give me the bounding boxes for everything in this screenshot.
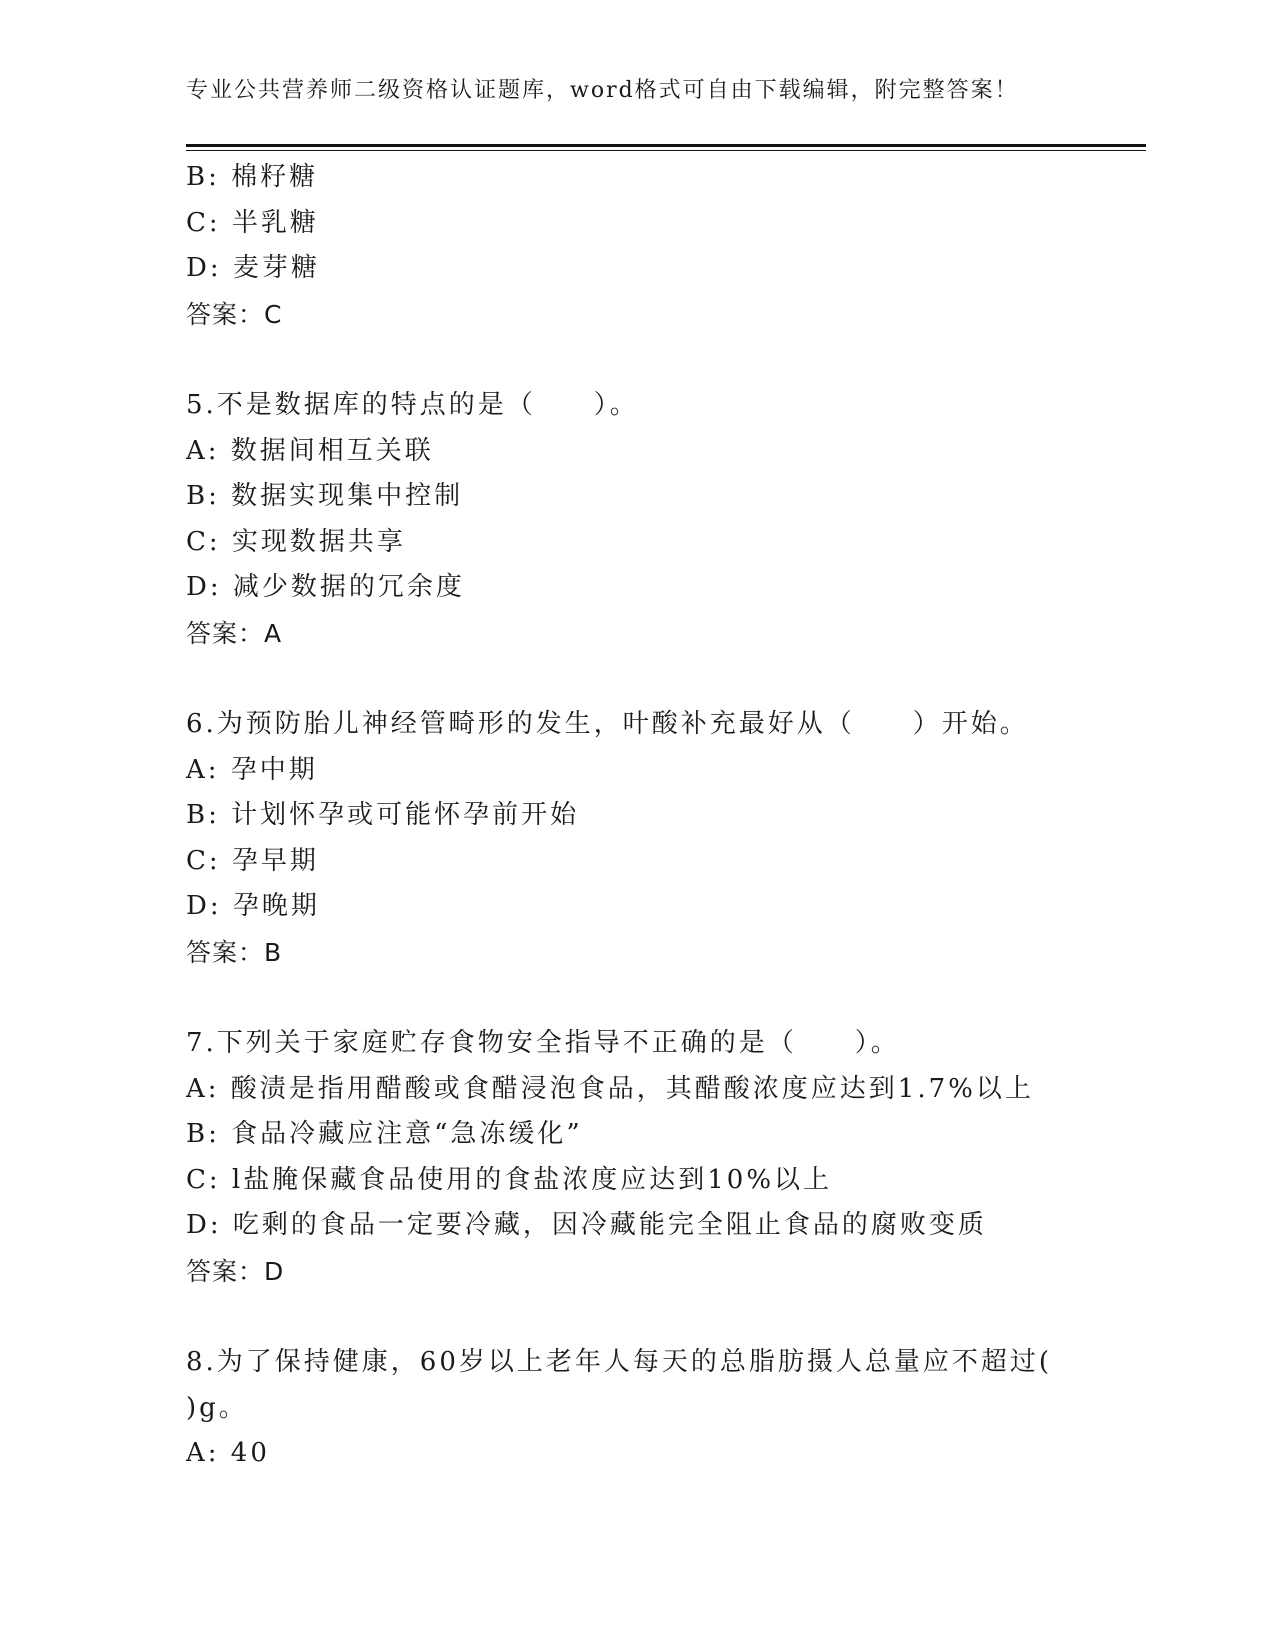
spacer xyxy=(186,656,1066,702)
document-header: 专业公共营养师二级资格认证题库，word格式可自由下载编辑，附完整答案！ xyxy=(186,78,1019,103)
question-stem-line-1: 8.为了保持健康，60岁以上老年人每天的总脂肪摄人总量应不超过( xyxy=(186,1347,1053,1377)
option-b: B: 计划怀孕或可能怀孕前开始 xyxy=(186,800,580,830)
option-d: D: 孕晚期 xyxy=(186,891,320,921)
option-d: D: 减少数据的冗余度 xyxy=(186,572,465,602)
option-a: A: 酸渍是指用醋酸或食醋浸泡食品，其醋酸浓度应达到1.7%以上 xyxy=(186,1073,1034,1104)
option-d: D: 吃剩的食品一定要冷藏，因冷藏能完全阻止食品的腐败变质 xyxy=(186,1210,987,1240)
option-c: C: l盐腌保藏食品使用的食盐浓度应达到10%以上 xyxy=(186,1164,833,1195)
question-6 xyxy=(186,702,1066,975)
answer: 答案：D xyxy=(186,1256,285,1286)
answer: 答案：C xyxy=(186,299,283,329)
option-a: A: 孕中期 xyxy=(186,754,318,785)
question-7 xyxy=(186,1021,1066,1294)
answer: 答案：B xyxy=(186,937,283,967)
spacer xyxy=(186,337,1066,383)
option-b: B: 棉籽糖 xyxy=(186,162,319,192)
spacer xyxy=(186,1294,1066,1340)
question-8 xyxy=(186,1340,1066,1477)
question-4 xyxy=(186,155,1066,337)
question-stem-line-2: )g。 xyxy=(186,1392,248,1423)
option-c: C: 孕早期 xyxy=(186,845,319,876)
question-stem: 6.为预防胎儿神经管畸形的发生，叶酸补充最好从（ ）开始。 xyxy=(186,709,1029,739)
option-c: C: 半乳糖 xyxy=(186,207,319,238)
question-5 xyxy=(186,383,1066,656)
spacer xyxy=(186,975,1066,1021)
option-c: C: 实现数据共享 xyxy=(186,526,406,557)
option-d: D: 麦芽糖 xyxy=(186,253,320,283)
option-a: A: 40 xyxy=(186,1438,270,1468)
option-b: B: 数据实现集中控制 xyxy=(186,481,464,511)
question-list xyxy=(186,155,1066,1477)
answer: 答案：A xyxy=(186,618,283,648)
question-stem: 5.不是数据库的特点的是（ ）。 xyxy=(186,390,639,420)
option-a: A: 数据间相互关联 xyxy=(186,435,434,466)
header-rule xyxy=(186,144,1146,151)
option-b: B: 食品冷藏应注意“急冻缓化” xyxy=(186,1119,583,1149)
question-stem: 7.下列关于家庭贮存食物安全指导不正确的是（ ）。 xyxy=(186,1028,900,1058)
